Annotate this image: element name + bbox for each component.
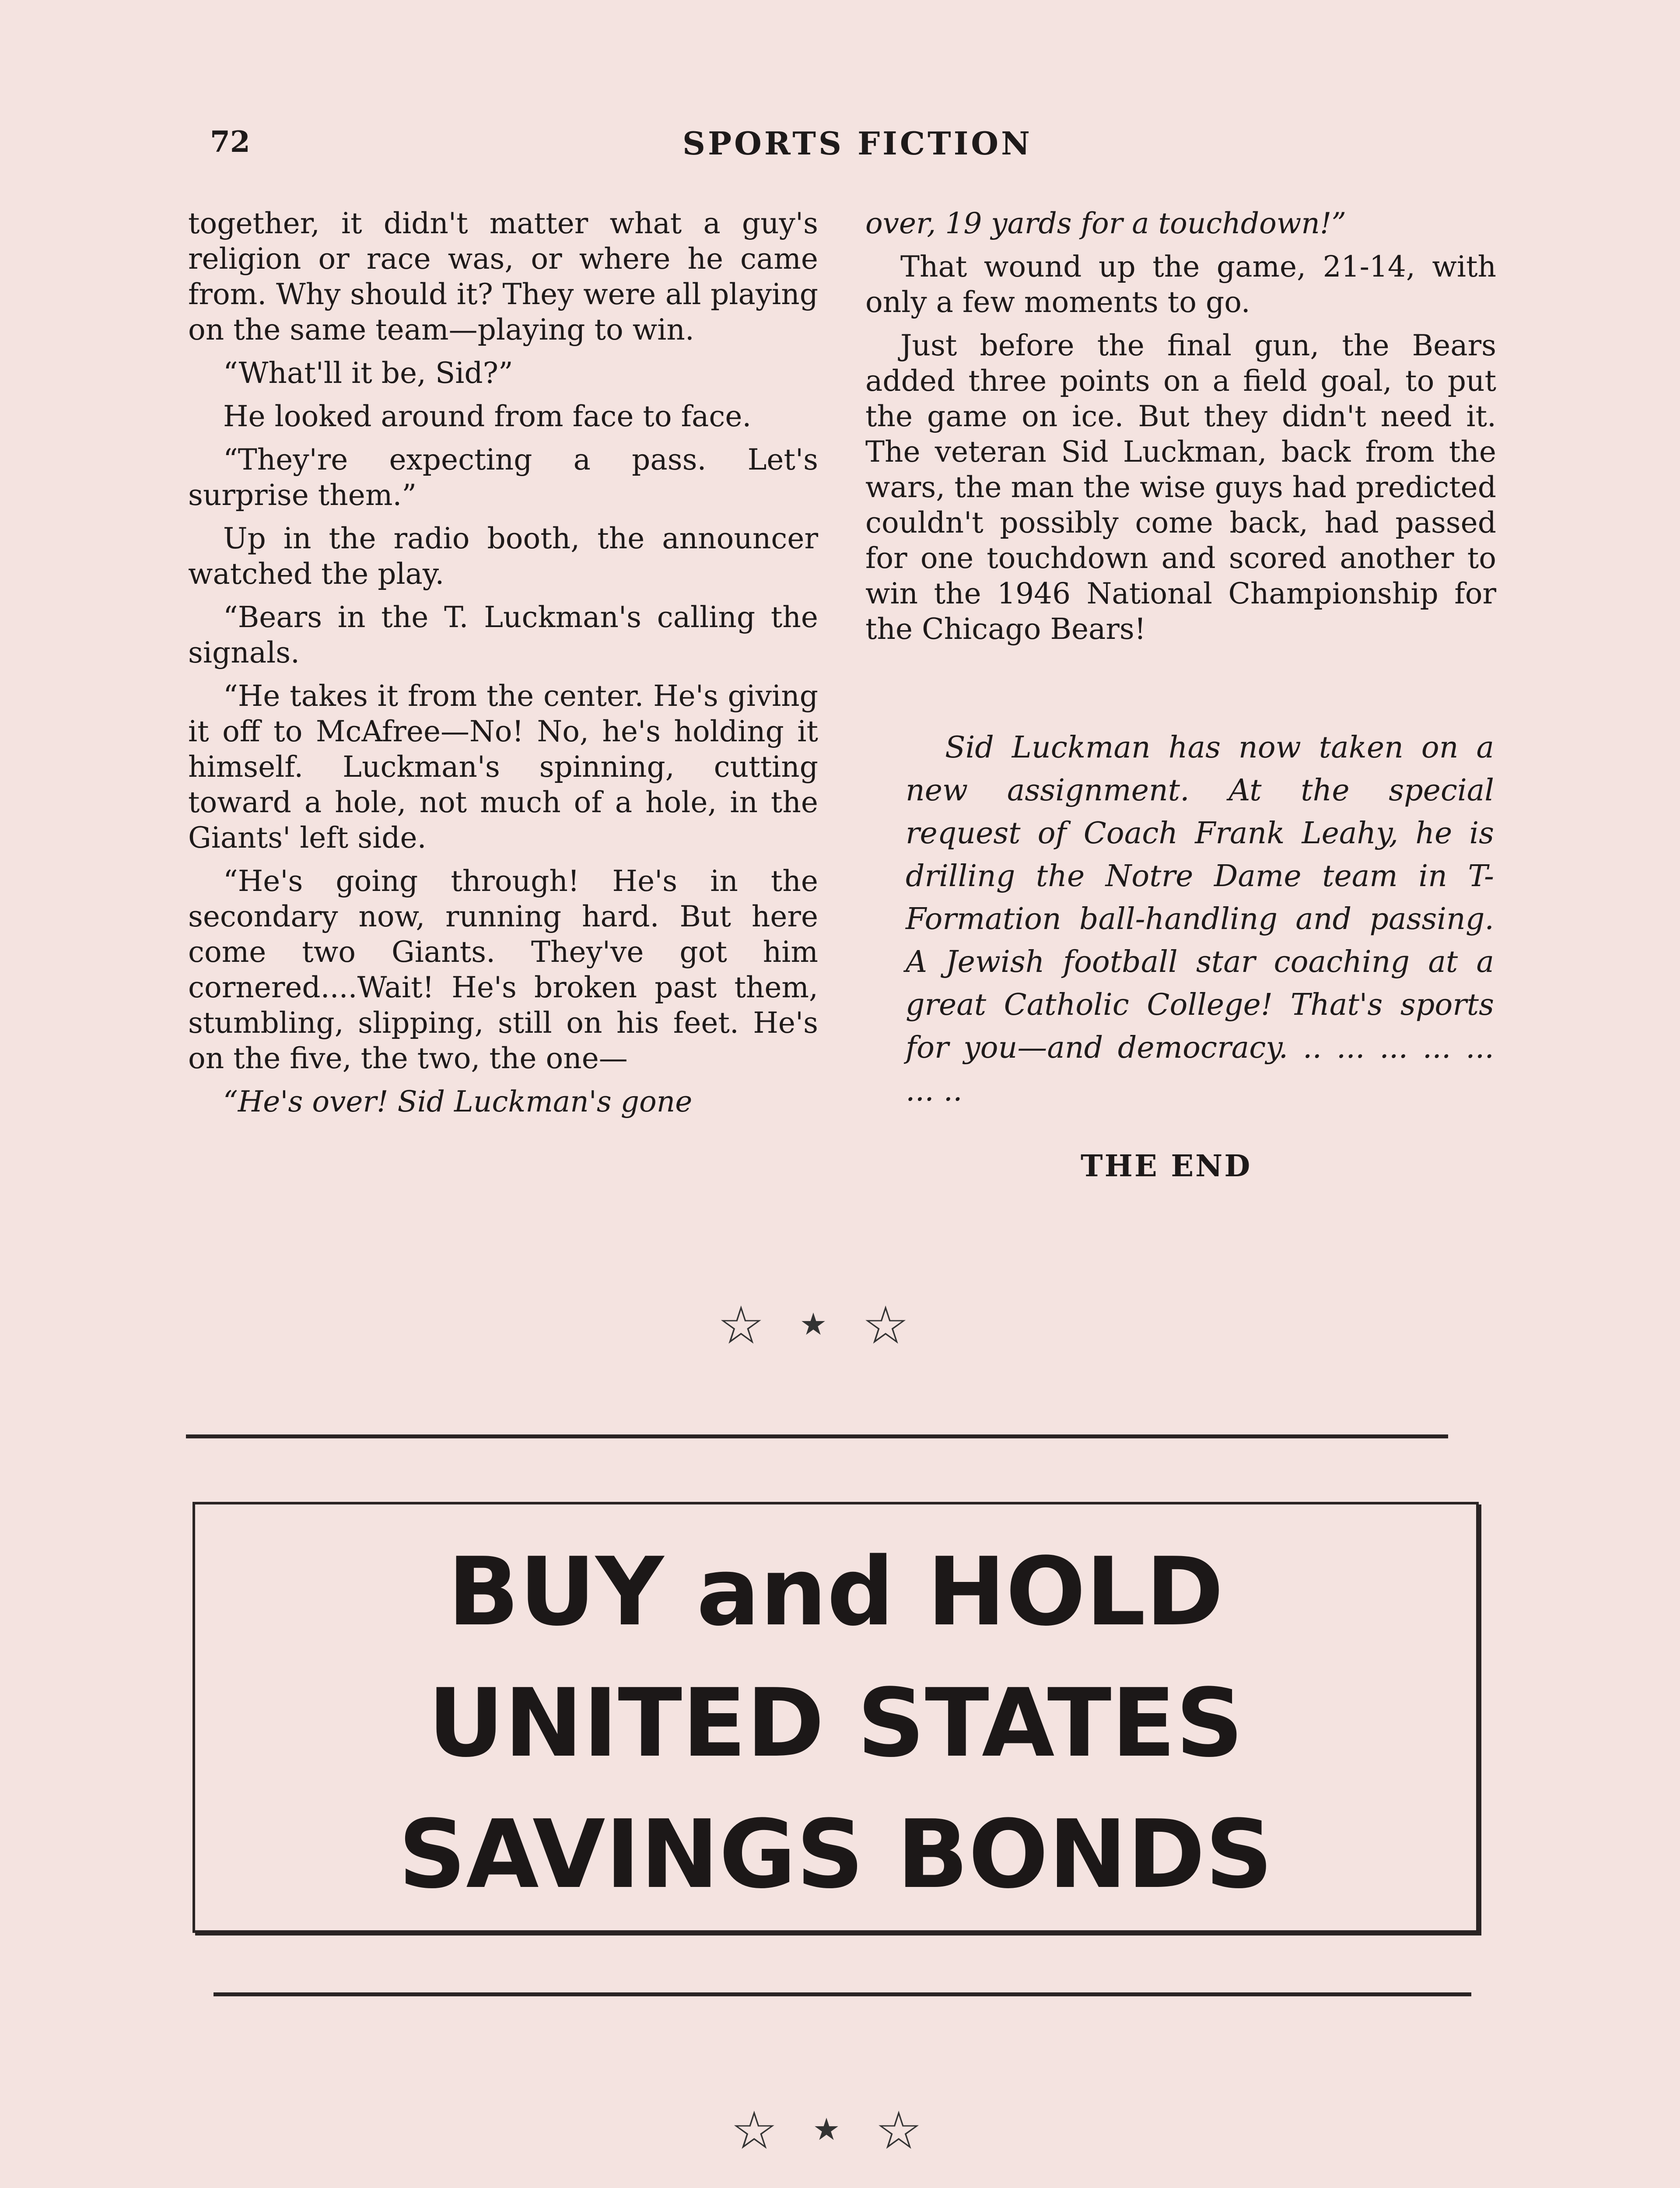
paragraph: “He's going through! He's in the secondary now, running hard. But here come two Giants. They've got him cornered....Wait! He's broken past them, stumbling, slipping, still on his feet. He's on the five, the two, the one— xyxy=(188,864,818,1075)
left-column xyxy=(188,206,818,1127)
paragraph: That wound up the game, 21-14, with only a few moments to go. xyxy=(865,250,1496,319)
the-end-label: THE END xyxy=(1081,1149,1252,1184)
afterword-note xyxy=(906,726,1494,1112)
paragraph: He looked around from face to face. xyxy=(223,400,752,433)
divider-rule xyxy=(214,1992,1471,1996)
paragraph: over, 19 yards for a touchdown!” xyxy=(865,207,1347,240)
running-head: SPORTS FICTION xyxy=(682,125,1032,162)
star-ornament xyxy=(718,1295,944,1356)
page-number: 72 xyxy=(210,125,250,159)
outline-star-icon: ☆ xyxy=(731,2100,813,2161)
ad-line: UNITED STATES xyxy=(427,1668,1244,1778)
ad-line: BUY and HOLD xyxy=(447,1537,1224,1647)
solid-star-icon: ★ xyxy=(812,2111,875,2147)
right-column xyxy=(865,206,1496,655)
paragraph: Up in the radio booth, the announcer watched the play. xyxy=(188,522,818,591)
ad-line: SAVINGS BONDS xyxy=(398,1799,1273,1909)
paragraph: Just before the final gun, the Bears added three points on a field goal, to put the game on ice. But they didn't need it. The veteran Sid Luckman, back from the wars, the man the wise guys had predicted couldn't possibly come back, had passed for one touchdown and scored another to win the 1946 National Championship for the Chicago Bears! xyxy=(865,329,1496,646)
outline-star-icon: ☆ xyxy=(875,2100,957,2161)
afterword-text: Sid Luckman has now taken on a new assignment. At the special request of Coach Frank Leahy, he is drilling the Notre Dame team in T-Formation ball-handling and passing. A Jewish football star coaching at a great Catholic College! That's sports for you—and democracy. .. ... ... ... ... ... .. xyxy=(906,730,1494,1108)
paragraph: “Bears in the T. Luckman's calling the signals. xyxy=(188,600,818,670)
paragraph: “He's over! Sid Luckman's gone xyxy=(223,1085,693,1119)
paragraph: “They're expecting a pass. Let's surprise them.” xyxy=(188,443,818,512)
paragraph: together, it didn't matter what a guy's religion or race was, or where he came from. Why should it? They were all playing on the same team—playing to win. xyxy=(188,207,818,347)
outline-star-icon: ☆ xyxy=(862,1295,944,1356)
paragraph: “He takes it from the center. He's giving it off to McAfree—No! No, he's holding it himself. Luckman's spinning, cutting toward a hole, not much of a hole, in the Giants' left side. xyxy=(188,679,818,855)
divider-rule xyxy=(186,1434,1448,1438)
star-ornament xyxy=(731,2100,957,2161)
ad-text xyxy=(195,1504,1476,1920)
outline-star-icon: ☆ xyxy=(718,1295,800,1356)
savings-bonds-ad xyxy=(192,1502,1479,1933)
paragraph: “What'll it be, Sid?” xyxy=(223,356,513,390)
solid-star-icon: ★ xyxy=(799,1306,862,1342)
